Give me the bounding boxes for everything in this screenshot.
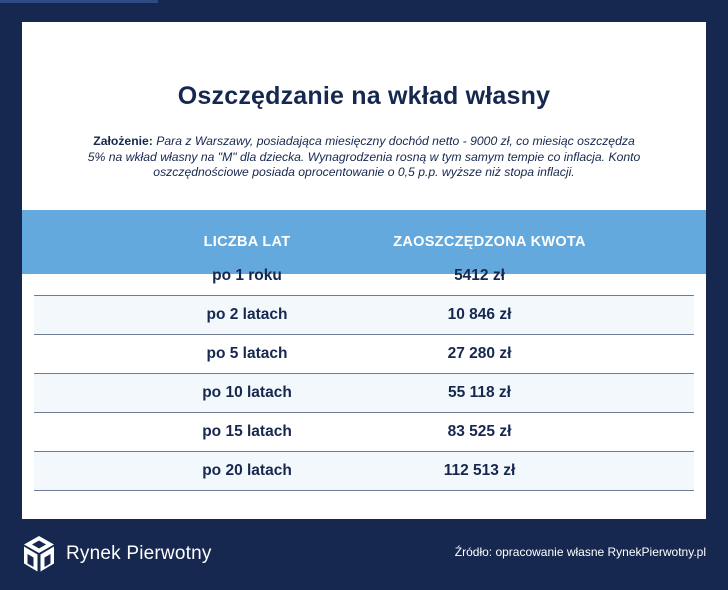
cell-amount: 83 525 zł [447, 423, 512, 440]
table-row [34, 257, 694, 296]
table-body [34, 257, 694, 491]
cell-amount: 112 513 zł [443, 462, 516, 479]
assumption-text: Para z Warszawy, posiadająca miesięczny dochód netto - 9000 zł, co miesiąc oszczędza 5% na wkład własny na "M" dla dziecka. Wynagrodzenia rosną w tym samym tempie co inflacja. Konto oszczędnościowe posiada oprocentowanie o 0,5 p.p. wyższe niż stopa inflacji. [87, 134, 641, 180]
cell-amount: 55 118 zł [448, 384, 511, 401]
source-note: Źródło: opracowanie własne RynekPierwotny.pl [454, 545, 706, 559]
table-row [34, 413, 694, 452]
cell-amount: 10 846 zł [447, 306, 512, 323]
brand-name: Rynek Pierwotny [66, 543, 212, 564]
cell-amount: 5412 zł [454, 267, 505, 284]
cell-years: po 1 roku [212, 267, 282, 284]
assumption-label: Założenie: [93, 134, 153, 148]
cube-logo-icon [22, 535, 56, 573]
cell-years: po 20 latach [202, 462, 292, 479]
cell-years: po 5 latach [206, 345, 288, 362]
table-row [34, 296, 694, 335]
brand [22, 534, 212, 574]
table-row [34, 452, 694, 491]
cell-years: po 15 latach [202, 423, 292, 440]
page-title: Oszczędzanie na wkład własny [177, 82, 551, 110]
cell-amount: 27 280 zł [447, 345, 512, 362]
table-row [34, 335, 694, 374]
assumption-note [84, 134, 644, 181]
cell-years: po 10 latach [202, 384, 292, 401]
header-amount: ZAOSZCZĘDZONA KWOTA [393, 234, 586, 250]
cell-years: po 2 latach [206, 306, 288, 323]
table-row [34, 374, 694, 413]
header-years: LICZBA LAT [203, 234, 291, 250]
top-accent-bar [0, 0, 158, 3]
